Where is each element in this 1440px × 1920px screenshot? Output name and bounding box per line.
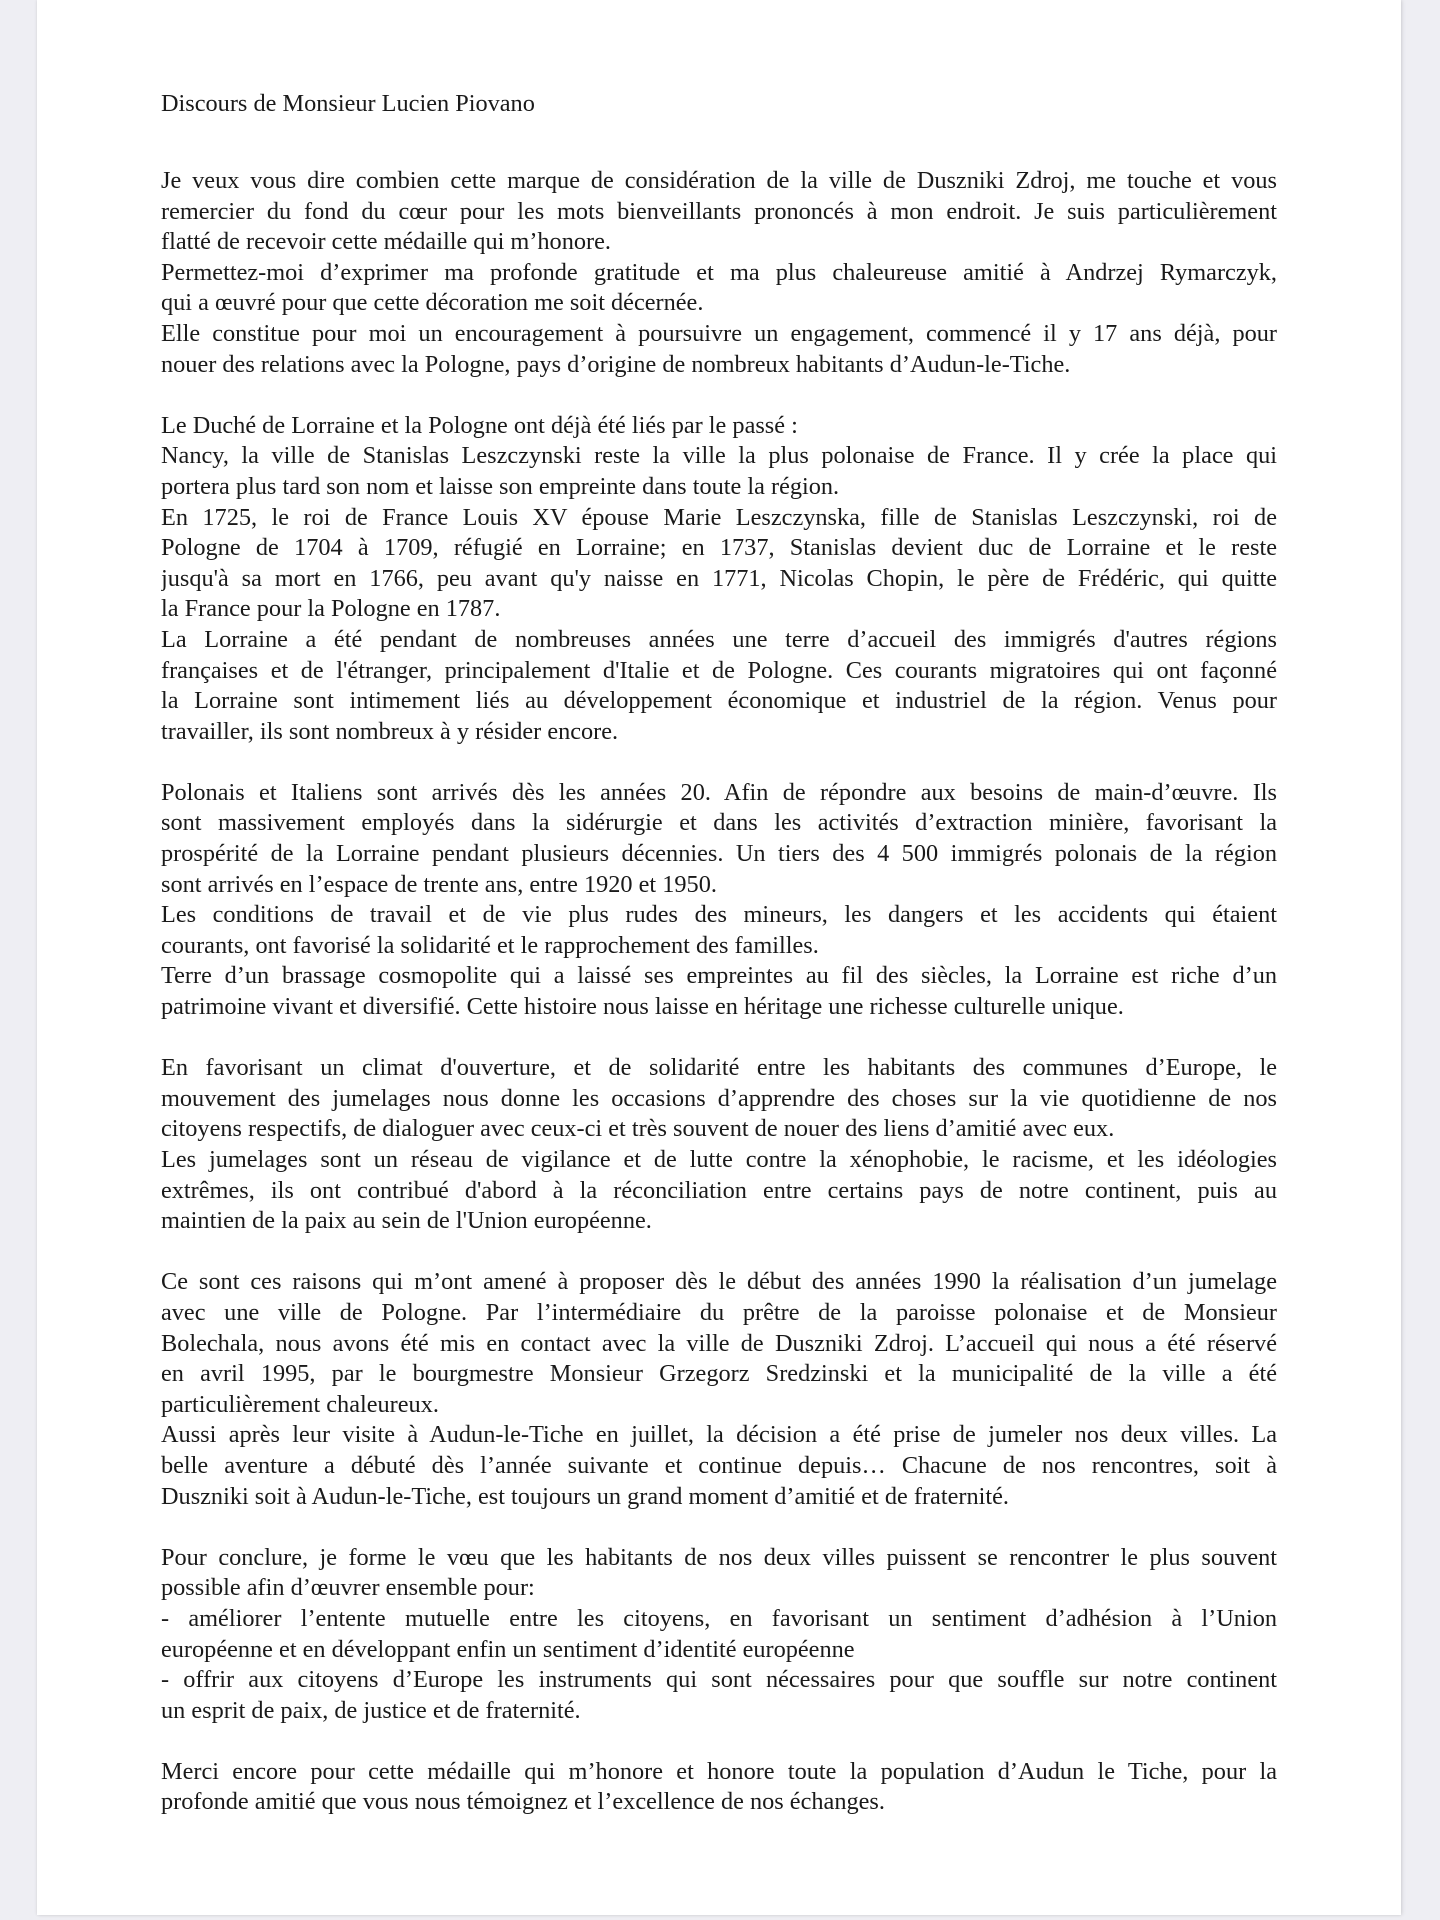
text-line: possible afin d’œuvrer ensemble pour: bbox=[161, 1574, 535, 1602]
text-line: qui a œuvré pour que cette décoration me soit décernée. bbox=[161, 289, 704, 317]
text-line: profonde amitié que vous nous témoignez et l’excellence de nos échanges. bbox=[161, 1788, 885, 1816]
document-title: Discours de Monsieur Lucien Piovano bbox=[161, 90, 535, 117]
text-line: En favorisant un climat d'ouverture, et de solidarité entre les habitants des communes d’Europe, le bbox=[161, 1054, 1277, 1082]
text-line: remercier du fond du cœur pour les mots bienveillants prononcés à mon endroit. Je suis particulièrement bbox=[161, 197, 1277, 225]
paragraph bbox=[161, 1543, 1277, 1727]
text-line: la France pour la Pologne en 1787. bbox=[161, 595, 501, 623]
text-line: - offrir aux citoyens d’Europe les instruments qui sont nécessaires pour que souffle sur notre continent bbox=[161, 1666, 1277, 1694]
text-line: mouvement des jumelages nous donne les occasions d’apprendre des choses sur la vie quotidienne de nos bbox=[161, 1084, 1277, 1112]
text-line: la Lorraine sont intimement liés au développement économique et industriel de la région. Venus pour bbox=[161, 687, 1277, 715]
paragraph bbox=[161, 166, 1277, 380]
text-line: Ce sont ces raisons qui m’ont amené à proposer dès le début des années 1990 la réalisation d’un jumelage bbox=[161, 1268, 1277, 1296]
text-line: Pologne de 1704 à 1709, réfugié en Lorraine; en 1737, Stanislas devient duc de Lorraine et le reste bbox=[161, 534, 1277, 562]
text-line: Polonais et Italiens sont arrivés dès les années 20. Afin de répondre aux besoins de main-d’œuvre. Ils bbox=[161, 778, 1277, 806]
text-line: La Lorraine a été pendant de nombreuses années une terre d’accueil des immigrés d'autres régions bbox=[161, 625, 1277, 653]
paragraph-spacer bbox=[161, 1237, 1277, 1268]
text-line: Aussi après leur visite à Audun-le-Tiche en juillet, la décision a été prise de jumeler nos deux villes. La bbox=[161, 1421, 1277, 1449]
text-line: prospérité de la Lorraine pendant plusieurs décennies. Un tiers des 4 500 immigrés polonais de la région bbox=[161, 840, 1277, 868]
text-line: françaises et de l'étranger, principalement d'Italie et de Pologne. Ces courants migratoires qui ont façonné bbox=[161, 656, 1277, 684]
text-line: Elle constitue pour moi un encouragement à poursuivre un engagement, commencé il y 17 ans déjà, pour bbox=[161, 319, 1277, 347]
text-line: Nancy, la ville de Stanislas Leszczynski reste la ville la plus polonaise de France. Il y crée la place qui bbox=[161, 442, 1277, 470]
text-line: courants, ont favorisé la solidarité et le rapprochement des familles. bbox=[161, 931, 819, 959]
text-line: particulièrement chaleureux. bbox=[161, 1390, 439, 1418]
paragraph bbox=[161, 411, 1277, 748]
text-line: patrimoine vivant et diversifié. Cette histoire nous laisse en héritage une richesse culturelle unique. bbox=[161, 993, 1124, 1021]
text-line: maintien de la paix au sein de l'Union européenne. bbox=[161, 1207, 652, 1235]
text-line: jusqu'à sa mort en 1766, peu avant qu'y naisse en 1771, Nicolas Chopin, le père de Frédéric, qui quitte bbox=[161, 564, 1277, 592]
text-line: Les conditions de travail et de vie plus rudes des mineurs, les dangers et les accidents qui étaient bbox=[161, 901, 1277, 929]
text-line: Je veux vous dire combien cette marque de considération de la ville de Duszniki Zdroj, me touche et vous bbox=[161, 167, 1277, 194]
text-line: flatté de recevoir cette médaille qui m’honore. bbox=[161, 228, 611, 256]
text-line: un esprit de paix, de justice et de fraternité. bbox=[161, 1696, 581, 1724]
paragraph bbox=[161, 1267, 1277, 1512]
text-line: nouer des relations avec la Pologne, pays d’origine de nombreux habitants d’Audun-le-Tiche. bbox=[161, 350, 1071, 378]
paragraph-spacer bbox=[161, 380, 1277, 411]
text-line: travailler, ils sont nombreux à y résider encore. bbox=[161, 717, 619, 745]
text-line: Permettez-moi d’exprimer ma profonde gratitude et ma plus chaleureuse amitié à Andrzej Rymarczyk, bbox=[161, 258, 1277, 286]
text-line: européenne et en développant enfin un sentiment d’identité européenne bbox=[161, 1635, 855, 1663]
paragraph-spacer bbox=[161, 1023, 1277, 1054]
document-page bbox=[37, 0, 1401, 1915]
paragraph-spacer bbox=[161, 1726, 1277, 1757]
paragraph-spacer bbox=[161, 747, 1277, 778]
text-line: sont arrivés en l’espace de trente ans, entre 1920 et 1950. bbox=[161, 870, 717, 898]
text-line: En 1725, le roi de France Louis XV épouse Marie Leszczynska, fille de Stanislas Leszczynski, roi de bbox=[161, 503, 1277, 531]
text-line: extrêmes, ils ont contribué d'abord à la réconciliation entre certains pays de notre continent, puis au bbox=[161, 1176, 1277, 1204]
text-line: Le Duché de Lorraine et la Pologne ont déjà été liés par le passé : bbox=[161, 411, 798, 439]
text-line: en avril 1995, par le bourgmestre Monsieur Grzegorz Sredzinski et la municipalité de la ville a été bbox=[161, 1360, 1277, 1388]
paragraph bbox=[161, 778, 1277, 1023]
text-line: Duszniki soit à Audun-le-Tiche, est toujours un grand moment d’amitié et de fraternité. bbox=[161, 1482, 1009, 1510]
paragraph bbox=[161, 1053, 1277, 1237]
document-body bbox=[161, 166, 1277, 1818]
text-line: avec une ville de Pologne. Par l’intermédiaire du prêtre de la paroisse polonaise et de Monsieur bbox=[161, 1298, 1277, 1326]
text-line: - améliorer l’entente mutuelle entre les citoyens, en favorisant un sentiment d’adhésion à l’Union bbox=[161, 1604, 1277, 1632]
text-line: citoyens respectifs, de dialoguer avec ceux-ci et très souvent de nouer des liens d’amitié avec eux. bbox=[161, 1115, 1115, 1143]
paragraph bbox=[161, 1757, 1277, 1818]
text-line: Pour conclure, je forme le vœu que les habitants de nos deux villes puissent se rencontrer le plus souvent bbox=[161, 1543, 1277, 1571]
text-line: portera plus tard son nom et laisse son empreinte dans toute la région. bbox=[161, 472, 840, 500]
paragraph-spacer bbox=[161, 1512, 1277, 1543]
text-line: Merci encore pour cette médaille qui m’honore et honore toute la population d’Audun le Tiche, pour la bbox=[161, 1757, 1277, 1785]
text-line: Bolechala, nous avons été mis en contact avec la ville de Duszniki Zdroj. L’accueil qui nous a été réservé bbox=[161, 1329, 1277, 1357]
text-line: belle aventure a débuté dès l’année suivante et continue depuis… Chacune de nos rencontres, soit à bbox=[161, 1451, 1277, 1479]
text-line: sont massivement employés dans la sidérurgie et dans les activités d’extraction minière, favorisant la bbox=[161, 809, 1277, 837]
text-line: Terre d’un brassage cosmopolite qui a laissé ses empreintes au fil des siècles, la Lorraine est riche d’un bbox=[161, 962, 1277, 990]
text-line: Les jumelages sont un réseau de vigilance et de lutte contre la xénophobie, le racisme, et les idéologies bbox=[161, 1146, 1277, 1173]
